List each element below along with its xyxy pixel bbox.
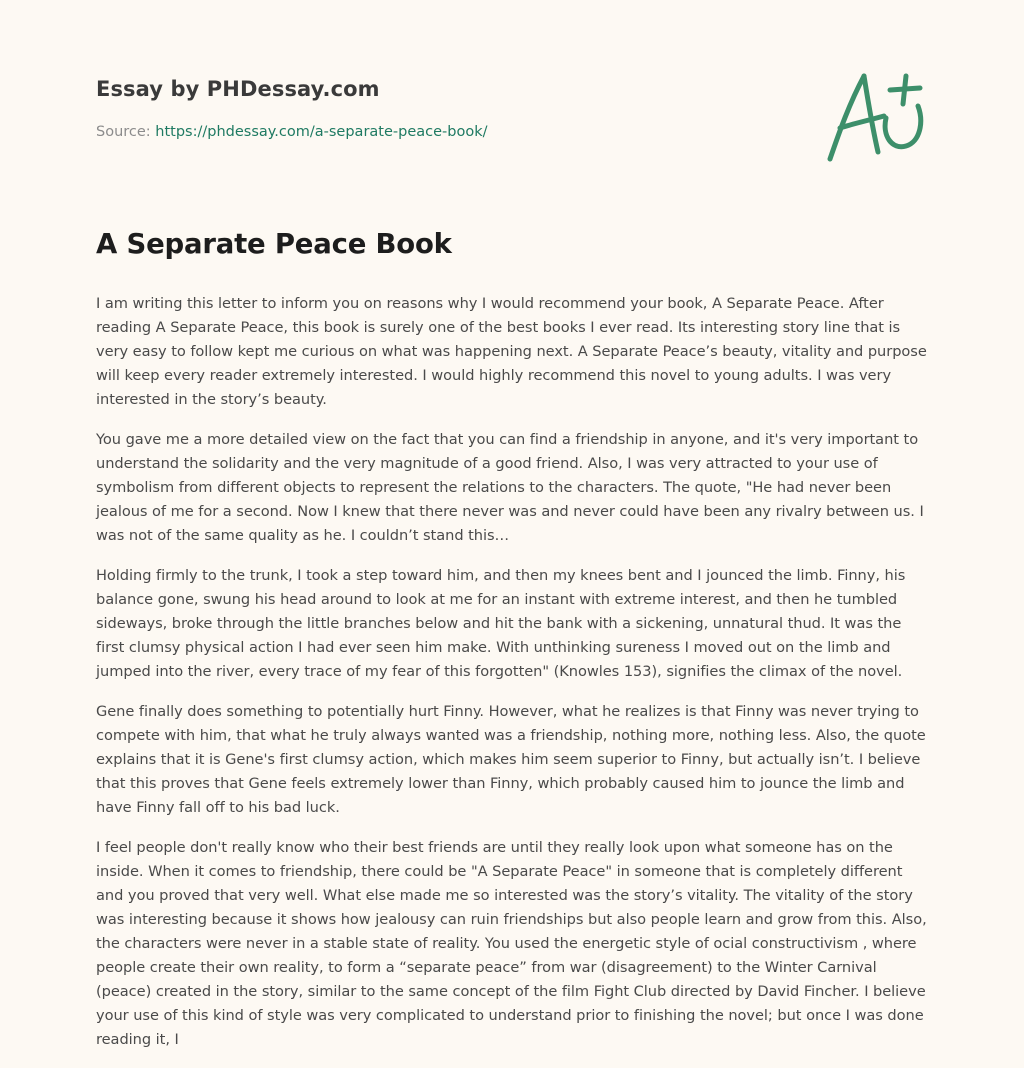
- a-plus-grade-icon: [820, 66, 930, 166]
- source-label: Source:: [96, 124, 156, 140]
- essay-paragraph: Holding firmly to the trunk, I took a step toward him, and then my knees bent and I jounced the limb. Finny, his balance gone, swung his head around to look at me for an instant with extreme interest, and then he tumbled sideways, broke through the little branches below and hit the bank with a sickening, unnatural thud. It was the first clumsy physical action I had ever seen him make. With unthinking sureness I moved out on the limb and jumped into the river, every trace of my fear of this forgotten" (Knowles 153), signifies the climax of the novel.: [96, 567, 906, 680]
- page-header: [96, 74, 796, 142]
- site-title: Essay by PHDessay.com: [96, 77, 380, 101]
- essay-paragraph: Gene finally does something to potentially hurt Finny. However, what he realizes is that Finny was never trying to compete with him, that what he truly always wanted was a friendship, nothing more, nothing less. Also, the quote explains that it is Gene's first clumsy action, which makes him seem superior to Finny, but actually isn’t. I believe that this proves that Gene feels extremely lower than Finny, which probably caused him to jounce the limb and have Finny fall off to his bad luck.: [96, 703, 926, 816]
- source-line: [96, 122, 796, 142]
- essay-article: [96, 224, 932, 1068]
- source-link[interactable]: https://phdessay.com/a-separate-peace-book/: [155, 124, 488, 140]
- essay-paragraph: You gave me a more detailed view on the fact that you can find a friendship in anyone, and it's very important to understand the solidarity and the very magnitude of a good friend. Also, I was very attracted to your use of symbolism from different objects to represent the relations to the characters. The quote, "He had never been jealous of me for a second. Now I knew that there never was and never could have been any rivalry between us. I was not of the same quality as he. I couldn’t stand this…: [96, 431, 924, 544]
- essay-paragraph: I feel people don't really know who their best friends are until they really look upon what someone has on the inside. When it comes to friendship, there could be "A Separate Peace" in someone that is completely different and you proved that very well. What else made me so interested was the story’s vitality. The vitality of the story was interesting because it shows how jealousy can ruin friendships but also people learn and grow from this. Also, the characters were never in a stable state of reality. You used the energetic style of ocial constructivism , where people create their own reality, to form a “separate peace” from war (disagreement) to the Winter Carnival (peace) created in the story, similar to the same concept of the film Fight Club directed by David Fincher. I believe your use of this kind of style was very complicated to understand prior to finishing the novel; but once I was done reading it, I: [96, 839, 927, 1048]
- essay-title: A Separate Peace Book: [96, 228, 452, 260]
- essay-paragraph: I am writing this letter to inform you on reasons why I would recommend your book, A Separate Peace. After reading A Separate Peace, this book is surely one of the best books I ever read. Its interesting story line that is very easy to follow kept me curious on what was happening next. A Separate Peace’s beauty, vitality and purpose will keep every reader extremely interested. I would highly recommend this novel to young adults. I was very interested in the story’s beauty.: [96, 295, 927, 408]
